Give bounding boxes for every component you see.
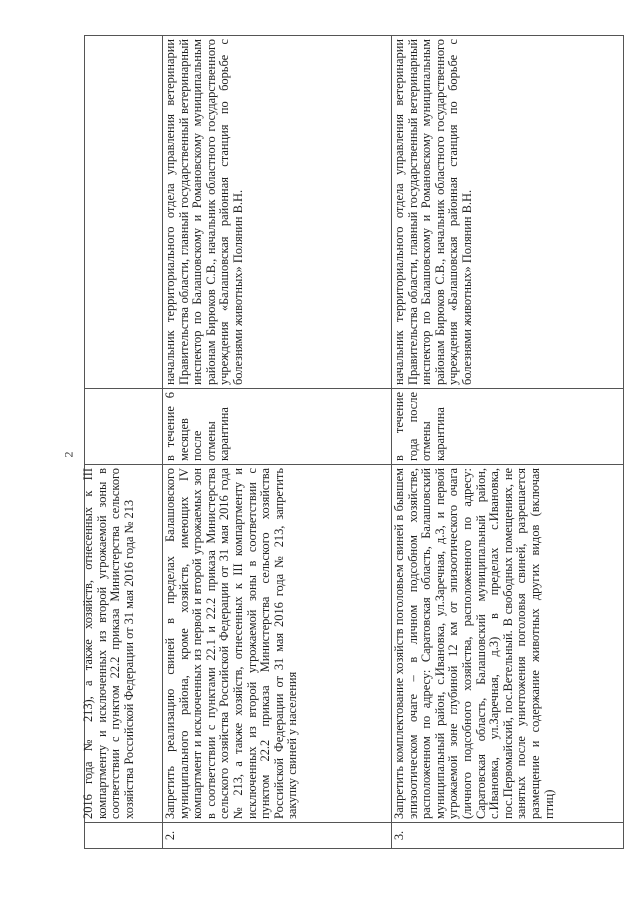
responsible-cell: начальник территориального отдела управления ветеринарии Правительства области, главный государственный ветеринарный инспектор по Балашовскому и Романовскому муниципальным районам Бирюков С.В., начальник областного государственного учреждения «Балашовская районная станция по борьбе с болезнями животных» Полянин В.Н.	[163, 36, 392, 389]
table-row	[163, 36, 392, 849]
responsible-cell: начальник территориального отдела управления ветеринарии Правительства области, главный государственный ветеринарный инспектор по Балашовскому и Романовскому муниципальным районам Бирюков С.В., начальник областного государственного учреждения «Балашовская районная станция по борьбе с болезнями животных» Полянин В.Н.	[392, 36, 624, 389]
responsible-cell	[85, 36, 163, 389]
table-row	[85, 36, 163, 849]
measure-cell: Запретить комплектование хозяйств поголовьем свиней в бывшем эпизоотическом очаге – в личном подсобном хозяйстве, расположенном по адресу: Саратовская область, Балашовский муниципальный район, с.Ивановка, ул.Заречная, д.3, и первой угрожаемой зоне глубиной 12 км от эпизоотического очага (личного подсобного хозяйства, расположенного по адресу: Саратовская область, Балашовский муниципальный район, с.Ивановка, ул.Заречная, д.3) в пределах с.Ивановка, пос.Первомайский, пос.Ветельный. В свободных помещениях, не занятых после уничтожения поголовья свиней, разрешается размещение и содержание животных других видов (включая птиц)	[392, 465, 624, 823]
term-cell: в течение 6 месяцев после отмены карантина	[163, 389, 392, 465]
measures-table-frame	[81, 36, 632, 849]
table-row	[392, 36, 624, 849]
measure-cell	[81, 465, 163, 823]
term-cell	[85, 389, 163, 465]
measure-cell: Запретить реализацию свиней в пределах Балашовского муниципального района, кроме хозяйств, имеющих IV компартмент и исключенных из первой и второй угрожаемых зон в соответствии с пунктами 22.1 и 22.2 приказа Министерства сельского хозяйства Российской Федерации от 31 мая 2016 года № 213, а также хозяйств, отнесенных к III компартменту и исключенных из второй угрожаемой зоны в соответствии с пунктом 22.2 приказа Министерства сельского хозяйства Российской Федерации от 31 мая 2016 года № 213, запретить закупку свиней у населения	[163, 465, 392, 823]
rotated-page-area	[81, 36, 632, 849]
measure-text: 2016 года № 213), а также хозяйств, отнесенных к III компартменту и исключенных из второй угрожаемой зоны в соответствии с пунктом 22.2 приказа Министерства сельского хозяйства Российской Федерации от 31 мая 2016 года № 213	[81, 468, 136, 819]
measures-table	[81, 35, 624, 849]
row-number-cell: 2.	[163, 823, 392, 849]
row-number-cell: 3.	[392, 823, 624, 849]
term-cell: в течение года после отмены карантина	[392, 389, 624, 465]
row-number-cell	[85, 823, 163, 849]
page-number: 2	[61, 451, 76, 458]
